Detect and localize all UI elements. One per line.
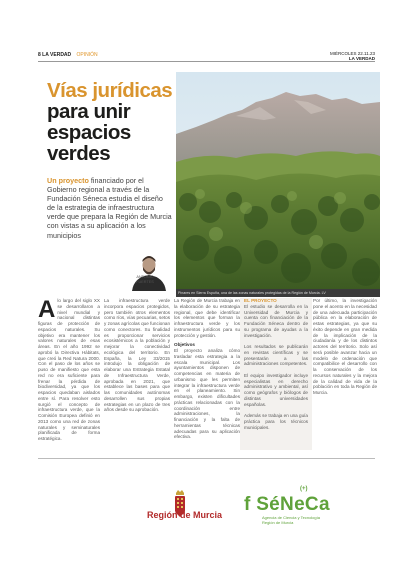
- landscape-photo: [176, 72, 380, 290]
- body-column-1: [38, 298, 100, 446]
- paper-name: LA VERDAD: [348, 56, 375, 61]
- author-photo: [128, 253, 170, 291]
- standfirst: [47, 176, 172, 240]
- body-text-3: La Región de Murcia trabaja en la elaboración de su estrategia regional, que debe identificar los elementos que forman la infraestructura verde y los instrumentos jurídicos para su protección y gestión.: [174, 298, 240, 338]
- murcia-logo-text: Región de Murcia: [147, 510, 223, 520]
- author-name: ANTONIO FUERTES: [136, 275, 154, 284]
- body-text-3b: El proyecto analiza cómo trasladar esta estrategia a la escala municipal. Los ayuntamientos disponen de competencias en materia de urbanismo que les permiten integrar la infraestructura verde en el planeamiento. Sin embargo, existen dificultades prácticas relacionadas con la coordinación entre administraciones, la financiación y la falta de herramientas técnicas adecuadas para su aplicación efectiva.: [174, 348, 240, 440]
- body-text-2: La infraestructura verde incorpora espacios protegidos, pero también otros elementos como ríos, vías pecuarias, setos y zonas agrícolas que funcionan como conectores. Su finalidad es proporcionar servicios ecosistémicos a la población y mejorar la conectividad ecológica del territorio. En España, la Ley 33/2015 introdujo la obligación de elaborar una Estrategia Estatal de Infraestructura Verde, aprobada en 2021, que establece las bases para que las comunidades autónomas desarrollen sus propias estrategias en un plazo de tres años desde su aprobación.: [104, 298, 170, 413]
- drop-cap: A: [38, 298, 56, 323]
- footer-divider: [38, 458, 375, 459]
- body-column-3: [174, 298, 240, 446]
- header-divider: [38, 61, 375, 62]
- headline-line-2: para unir: [47, 100, 131, 123]
- publication-name: LA VERDAD: [42, 52, 72, 58]
- seneca-logo-text: f SéNeCa: [244, 494, 330, 515]
- page-header-left: [38, 52, 98, 58]
- body-column-4: [244, 298, 308, 446]
- headline-line-1: Vías jurídicas: [47, 79, 173, 102]
- date-line: MIÉRCOLES 22.11.23: [330, 51, 375, 56]
- headline-line-3: espacios: [47, 121, 131, 144]
- seneca-logo-subtitle: Agencia de Ciencia y Tecnología Región de Murcia: [262, 515, 320, 525]
- page-header-right: [330, 51, 375, 61]
- body-text-1: lo largo del siglo XX se desarrollaron a nivel mundial y nacional distintas figuras de protección de espacios naturales. Su objetivo era mantener los valores naturales de esas áreas. En el año 1992 se aprobó la Directiva Hábitats, que creó la Red Natura 2000. Con el paso de los años se puso de manifiesto que esta red no era suficiente para frenar la pérdida de biodiversidad, ya que los espacios quedaban aislados entre sí. Para resolver esto surgió el concepto de infraestructura verde, que la Comisión Europea definió en 2013 como una red de zonas naturales y seminaturales planificada de forma estratégica.: [38, 298, 100, 441]
- sidebar-title: EL PROYECTO: [244, 298, 277, 303]
- page-number: 8: [38, 52, 41, 58]
- body-text-5: Por último, la investigación pone el acento en la necesidad de una adecuada participación pública en la elaboración de estas estrategias, ya que su éxito depende en gran medida de la implicación de la ciudadanía y de los distintos actores del territorio. Solo así será posible avanzar hacia un modelo de ordenación que compatibilice el desarrollo con la conservación de los recursos naturales y la mejora de la calidad de vida de la población en toda la Región de Murcia.: [313, 298, 377, 395]
- standfirst-lead: Un proyecto: [47, 176, 89, 185]
- body-column-5: [313, 298, 377, 446]
- headline: [47, 80, 177, 164]
- sidebar-text: El estudio se desarrolla en la Universidad de Murcia y cuenta con financiación de la Fundación Séneca dentro de su programa de ayudas a la investigación. Los resultados se publicarán en revistas científicas y se presentarán a las administraciones competentes. El equipo investigador incluye especialistas en derecho administrativo y ambiental, así como geógrafos y biólogos de distintas universidades españolas. Además se trabaja en una guía práctica para los técnicos municipales.: [244, 303, 308, 430]
- headline-line-4: verdes: [47, 142, 111, 165]
- body-column-2: [104, 298, 170, 446]
- standfirst-text: financiado por el Gobierno regional a través de la Fundación Séneca estudia el diseño de la estrategia de infraestructura verde que prepara la Región de Murcia con vistas a su aplicación a los municipios: [47, 176, 172, 240]
- seneca-logo-superscript: (+): [300, 486, 308, 492]
- section-label: OPINIÓN: [76, 52, 98, 58]
- body-subhead: Objetivos: [174, 342, 195, 348]
- photo-caption: Pinares en Sierra Espuña, una de las zonas naturales protegidas de la Región de Murcia. LV: [176, 289, 380, 297]
